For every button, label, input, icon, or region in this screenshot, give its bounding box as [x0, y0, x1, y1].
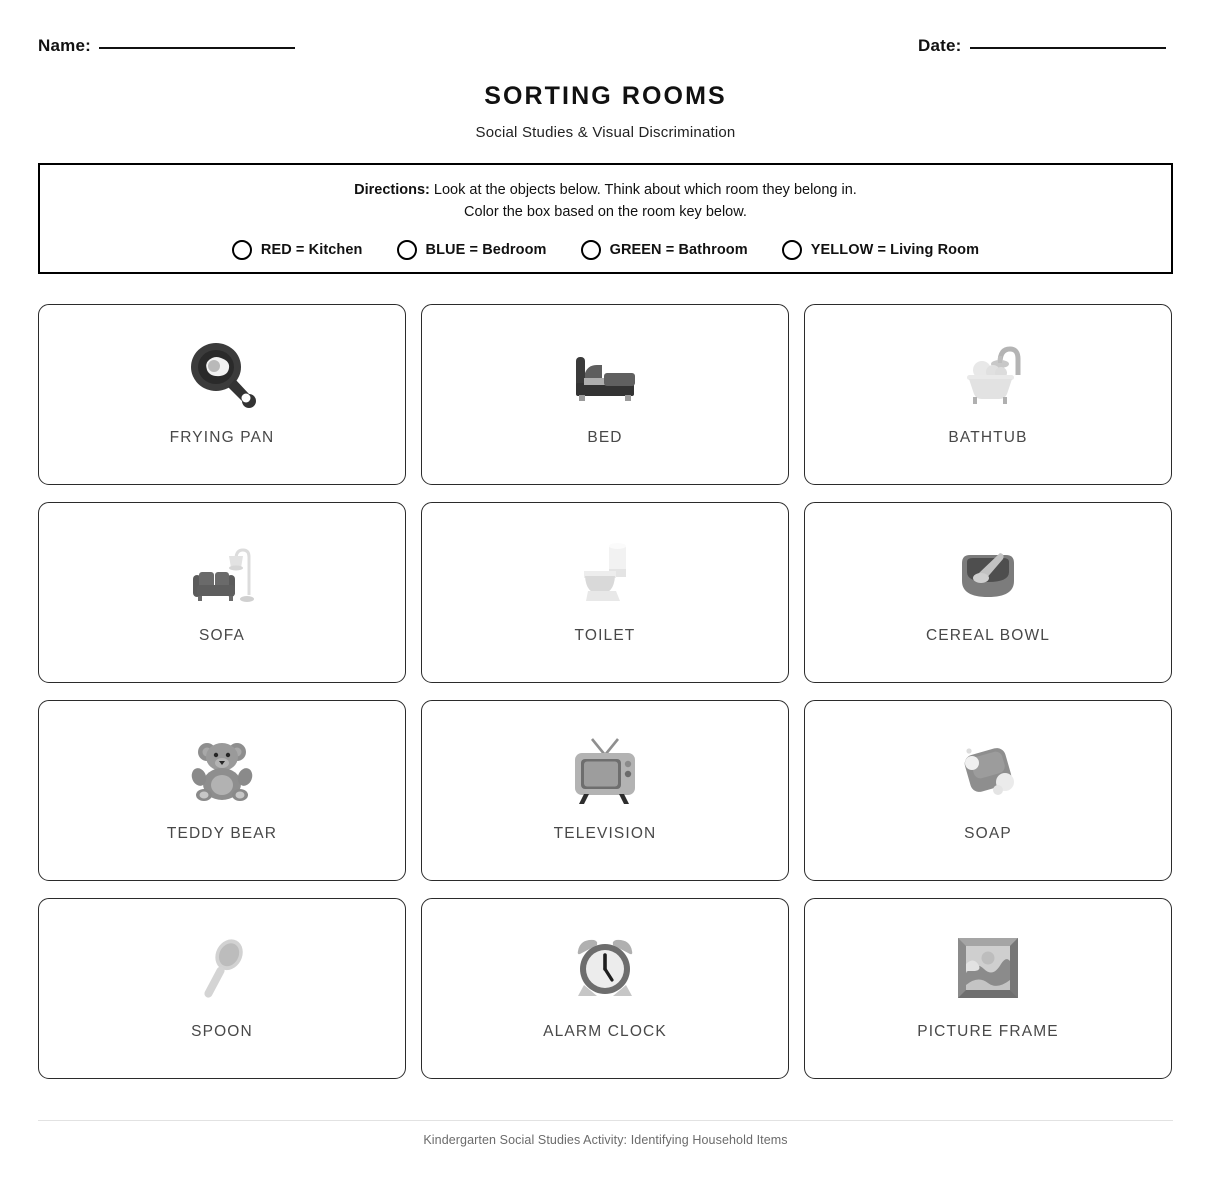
key-item-kitchen[interactable]: [232, 240, 363, 260]
footer-divider: [38, 1120, 1173, 1121]
object-card-bathtub[interactable]: [804, 304, 1172, 485]
object-label: SOFA: [199, 627, 245, 644]
frying-pan-icon: [179, 331, 265, 417]
toilet-icon: [562, 529, 648, 615]
key-item-living-room[interactable]: [782, 240, 979, 260]
soap-icon: [945, 727, 1031, 813]
object-card-bed[interactable]: [421, 304, 789, 485]
picture-frame-icon: [945, 925, 1031, 1011]
object-label: TEDDY BEAR: [166, 825, 278, 842]
key-label-bathroom: GREEN = Bathroom: [609, 242, 748, 258]
directions-box: [38, 163, 1173, 274]
spoon-icon: [179, 925, 265, 1011]
date-write-line[interactable]: [970, 47, 1166, 49]
object-card-sofa[interactable]: [38, 502, 406, 683]
object-label: TELEVISION: [553, 825, 657, 842]
television-icon: [562, 727, 648, 813]
object-label: CEREAL BOWL: [925, 627, 1051, 644]
object-card-television[interactable]: [421, 700, 789, 881]
directions-label: Directions:: [354, 182, 430, 198]
key-label-kitchen: RED = Kitchen: [260, 242, 363, 258]
directions-text-1: Look at the objects below. Think about which room they belong in.: [429, 182, 857, 198]
object-card-grid: [38, 304, 1173, 1079]
circle-outline-icon[interactable]: [581, 240, 601, 260]
cereal-bowl-icon: [945, 529, 1031, 615]
directions-line-2: Color the box based on the room key below.: [464, 204, 747, 220]
name-label: Name:: [38, 36, 91, 55]
object-label: SOAP: [964, 825, 1012, 842]
object-label: FRYING PAN: [169, 429, 275, 446]
date-label: Date:: [918, 36, 962, 55]
object-label: BED: [587, 429, 623, 446]
sofa-icon: [179, 529, 265, 615]
object-label: SPOON: [191, 1023, 253, 1040]
key-label-living-room: YELLOW = Living Room: [810, 242, 980, 258]
page-subtitle: Social Studies & Visual Discrimination: [475, 124, 736, 141]
circle-outline-icon[interactable]: [397, 240, 417, 260]
object-card-frying-pan[interactable]: [38, 304, 406, 485]
key-item-bedroom[interactable]: [397, 240, 547, 260]
object-card-teddy-bear[interactable]: [38, 700, 406, 881]
object-label: PICTURE FRAME: [917, 1023, 1059, 1040]
teddy-bear-icon: [179, 727, 265, 813]
date-field-group: [918, 36, 1166, 56]
footer-caption: Kindergarten Social Studies Activity: Identifying Household Items: [423, 1133, 788, 1147]
object-card-picture-frame[interactable]: [804, 898, 1172, 1079]
key-label-bedroom: BLUE = Bedroom: [425, 242, 547, 258]
circle-outline-icon[interactable]: [232, 240, 252, 260]
alarm-clock-icon: [562, 925, 648, 1011]
object-card-soap[interactable]: [804, 700, 1172, 881]
name-write-line[interactable]: [99, 47, 295, 49]
directions-line-1: [40, 179, 1171, 201]
object-card-spoon[interactable]: [38, 898, 406, 1079]
bathtub-icon: [945, 331, 1031, 417]
key-item-bathroom[interactable]: [581, 240, 748, 260]
bed-icon: [562, 331, 648, 417]
room-color-key: [40, 240, 1171, 260]
object-card-cereal-bowl[interactable]: [804, 502, 1172, 683]
name-field-group: [38, 36, 295, 56]
circle-outline-icon[interactable]: [782, 240, 802, 260]
object-label: BATHTUB: [948, 429, 1028, 446]
object-card-alarm-clock[interactable]: [421, 898, 789, 1079]
name-date-row: [0, 36, 1211, 66]
page-title: SORTING ROOMS: [484, 82, 727, 110]
object-card-toilet[interactable]: [421, 502, 789, 683]
object-label: TOILET: [574, 627, 636, 644]
object-label: ALARM CLOCK: [543, 1023, 667, 1040]
